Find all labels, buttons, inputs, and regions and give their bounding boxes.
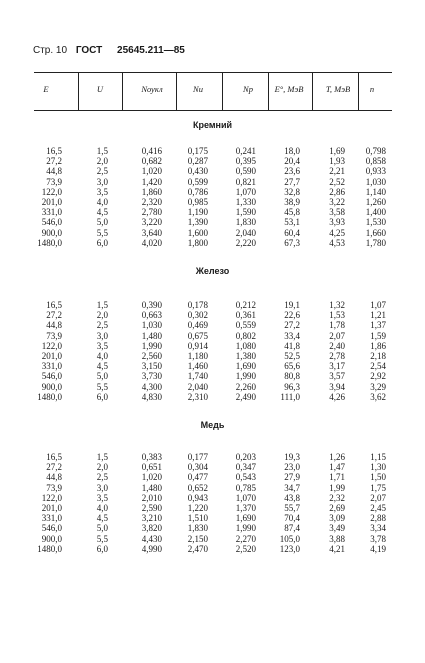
table-cell: 1,78 bbox=[329, 320, 345, 331]
table-cell: 4,830 bbox=[141, 391, 162, 402]
table-cell: 1480,0 bbox=[37, 543, 62, 554]
table-cell: 19,3 bbox=[284, 452, 300, 462]
table-cell: 0,802 bbox=[235, 330, 256, 341]
table-cell: 0,302 bbox=[187, 310, 208, 321]
table-cell: 20,4 bbox=[284, 156, 300, 167]
table-cell: 1,370 bbox=[235, 502, 256, 513]
table-cell: 1,030 bbox=[365, 176, 386, 187]
table-cell: 3,62 bbox=[370, 391, 386, 402]
table-cell: 0,985 bbox=[187, 196, 208, 207]
table-cell: 4,300 bbox=[141, 381, 162, 392]
table-cell: 0,943 bbox=[187, 492, 208, 503]
table-cell: 1,460 bbox=[187, 361, 208, 372]
table-cell: 1,47 bbox=[329, 462, 345, 473]
table-cell: 3,17 bbox=[329, 361, 345, 372]
column-divider bbox=[78, 72, 79, 110]
table-cell: 1,080 bbox=[235, 340, 256, 351]
table-cell: 0,543 bbox=[235, 472, 256, 483]
table-cell: 2,86 bbox=[329, 186, 345, 197]
table-cell: 0,785 bbox=[235, 482, 256, 493]
table-cell: 1,69 bbox=[329, 146, 345, 156]
table-cell: 0,241 bbox=[235, 146, 256, 156]
table-row bbox=[0, 361, 425, 371]
table-cell: 2,18 bbox=[370, 350, 386, 361]
table-cell: 5,0 bbox=[96, 523, 108, 534]
table-cell: 5,5 bbox=[96, 381, 108, 392]
table-cell: 3,640 bbox=[141, 227, 162, 238]
table-row bbox=[0, 331, 425, 341]
table-cell: 2,270 bbox=[235, 533, 256, 544]
table-cell: 3,5 bbox=[96, 340, 108, 351]
table-cell: 3,94 bbox=[329, 381, 345, 392]
table-header-rule bbox=[34, 110, 392, 111]
page-header bbox=[33, 45, 191, 56]
table-cell: 16,5 bbox=[46, 146, 62, 156]
table-row bbox=[0, 503, 425, 513]
table-cell: 2,0 bbox=[96, 310, 108, 321]
table-cell: 4,0 bbox=[96, 502, 108, 513]
table-cell: 4,990 bbox=[141, 543, 162, 554]
table-cell: 4,430 bbox=[141, 533, 162, 544]
table-cell: 1,220 bbox=[187, 502, 208, 513]
table-cell: 0,203 bbox=[235, 452, 256, 462]
table-cell: 70,4 bbox=[284, 513, 300, 524]
table-cell: 3,0 bbox=[96, 176, 108, 187]
table-cell: 2,040 bbox=[235, 227, 256, 238]
table-cell: 3,29 bbox=[370, 381, 386, 392]
table-cell: 53,1 bbox=[284, 217, 300, 228]
column-divider bbox=[312, 72, 313, 110]
table-cell: 4,25 bbox=[329, 227, 345, 238]
table-cell: 0,383 bbox=[141, 452, 162, 462]
table-cell: 1,600 bbox=[187, 227, 208, 238]
table-cell: 2,69 bbox=[329, 502, 345, 513]
table-cell: 32,8 bbox=[284, 186, 300, 197]
table-cell: 73,9 bbox=[46, 330, 62, 341]
table-cell: 2,470 bbox=[187, 543, 208, 554]
table-cell: 1,180 bbox=[187, 350, 208, 361]
table-cell: 331,0 bbox=[41, 207, 62, 218]
table-cell: 0,477 bbox=[187, 472, 208, 483]
table-cell: 0,599 bbox=[187, 176, 208, 187]
table-cell: 80,8 bbox=[284, 371, 300, 382]
table-cell: 1,660 bbox=[365, 227, 386, 238]
table-cell: 2,40 bbox=[329, 340, 345, 351]
column-header: E°, МэВ bbox=[274, 84, 304, 94]
table-cell: 87,4 bbox=[284, 523, 300, 534]
table-cell: 67,3 bbox=[284, 237, 300, 248]
table-row bbox=[0, 472, 425, 482]
table-cell: 1480,0 bbox=[37, 237, 62, 248]
column-header: U bbox=[96, 84, 104, 94]
table-cell: 1,860 bbox=[141, 186, 162, 197]
table-cell: 900,0 bbox=[41, 227, 62, 238]
table-cell: 22,6 bbox=[284, 310, 300, 321]
table-cell: 1,020 bbox=[141, 472, 162, 483]
column-divider bbox=[222, 72, 223, 110]
standard-number: 25645.211—85 bbox=[117, 45, 185, 56]
table-row bbox=[0, 166, 425, 176]
table-cell: 2,780 bbox=[141, 207, 162, 218]
table-cell: 2,78 bbox=[329, 350, 345, 361]
column-divider bbox=[268, 72, 269, 110]
table-cell: 19,1 bbox=[284, 300, 300, 310]
table-cell: 1,50 bbox=[370, 472, 386, 483]
table-cell: 65,6 bbox=[284, 361, 300, 372]
table-cell: 0,858 bbox=[365, 156, 386, 167]
table-cell: 1,86 bbox=[370, 340, 386, 351]
table-cell: 0,682 bbox=[141, 156, 162, 167]
table-cell: 6,0 bbox=[96, 237, 108, 248]
table-cell: 3,5 bbox=[96, 492, 108, 503]
table-cell: 4,21 bbox=[329, 543, 345, 554]
table-row bbox=[0, 462, 425, 472]
table-cell: 2,0 bbox=[96, 462, 108, 473]
table-cell: 0,663 bbox=[141, 310, 162, 321]
table-row bbox=[0, 544, 425, 554]
table-row bbox=[0, 156, 425, 166]
table-cell: 1,5 bbox=[96, 146, 108, 156]
table-cell: 6,0 bbox=[96, 391, 108, 402]
table-row bbox=[0, 177, 425, 187]
table-cell: 3,730 bbox=[141, 371, 162, 382]
table-cell: 0,675 bbox=[187, 330, 208, 341]
table-cell: 2,07 bbox=[329, 330, 345, 341]
table-cell: 1,59 bbox=[370, 330, 386, 341]
table-cell: 331,0 bbox=[41, 513, 62, 524]
table-cell: 5,0 bbox=[96, 217, 108, 228]
table-cell: 1,530 bbox=[365, 217, 386, 228]
table-cell: 38,9 bbox=[284, 196, 300, 207]
table-row bbox=[0, 351, 425, 361]
table-row bbox=[0, 320, 425, 330]
table-cell: 16,5 bbox=[46, 452, 62, 462]
table-cell: 1,690 bbox=[235, 361, 256, 372]
table-cell: 1,330 bbox=[235, 196, 256, 207]
section-title: Железо bbox=[195, 266, 230, 276]
table-cell: 0,652 bbox=[187, 482, 208, 493]
table-cell: 1,990 bbox=[235, 371, 256, 382]
table-cell: 16,5 bbox=[46, 300, 62, 310]
table-cell: 27,7 bbox=[284, 176, 300, 187]
table-row bbox=[0, 534, 425, 544]
table-cell: 111,0 bbox=[280, 391, 300, 402]
table-cell: 1,260 bbox=[365, 196, 386, 207]
table-cell: 44,8 bbox=[46, 166, 62, 177]
table-cell: 52,5 bbox=[284, 350, 300, 361]
table-cell: 1,93 bbox=[329, 156, 345, 167]
table-row bbox=[0, 310, 425, 320]
table-cell: 1,990 bbox=[235, 523, 256, 534]
table-cell: 2,45 bbox=[370, 502, 386, 513]
section-rows bbox=[0, 300, 425, 402]
table-row bbox=[0, 207, 425, 217]
table-cell: 5,5 bbox=[96, 227, 108, 238]
table-cell: 4,020 bbox=[141, 237, 162, 248]
table-top-rule bbox=[34, 72, 392, 73]
column-header: T, МэВ bbox=[325, 84, 351, 94]
table-cell: 1,37 bbox=[370, 320, 386, 331]
table-cell: 27,2 bbox=[46, 310, 62, 321]
table-cell: 3,0 bbox=[96, 482, 108, 493]
table-cell: 105,0 bbox=[279, 533, 300, 544]
table-row bbox=[0, 371, 425, 381]
table-cell: 2,320 bbox=[141, 196, 162, 207]
table-cell: 1,020 bbox=[141, 166, 162, 177]
table-cell: 73,9 bbox=[46, 176, 62, 187]
table-cell: 2,92 bbox=[370, 371, 386, 382]
table-row bbox=[0, 238, 425, 248]
table-cell: 1480,0 bbox=[37, 391, 62, 402]
table-cell: 3,820 bbox=[141, 523, 162, 534]
table-cell: 45,8 bbox=[284, 207, 300, 218]
table-cell: 900,0 bbox=[41, 381, 62, 392]
table-cell: 1,5 bbox=[96, 452, 108, 462]
table-cell: 546,0 bbox=[41, 217, 62, 228]
column-header: E bbox=[43, 84, 49, 94]
table-cell: 1,480 bbox=[141, 330, 162, 341]
column-divider bbox=[176, 72, 177, 110]
table-cell: 0,178 bbox=[187, 300, 208, 310]
table-cell: 1,070 bbox=[235, 186, 256, 197]
table-cell: 4,19 bbox=[370, 543, 386, 554]
table-cell: 0,390 bbox=[141, 300, 162, 310]
table-cell: 1,07 bbox=[370, 300, 386, 310]
column-header: Nоукл bbox=[141, 84, 163, 94]
column-header: n bbox=[369, 84, 375, 94]
table-cell: 201,0 bbox=[41, 502, 62, 513]
table-cell: 3,88 bbox=[329, 533, 345, 544]
table-row bbox=[0, 187, 425, 197]
table-cell: 1,990 bbox=[141, 340, 162, 351]
section-title: Медь bbox=[200, 420, 225, 430]
table-cell: 2,5 bbox=[96, 320, 108, 331]
table-row bbox=[0, 493, 425, 503]
table-cell: 0,212 bbox=[235, 300, 256, 310]
table-cell: 1,830 bbox=[235, 217, 256, 228]
table-cell: 331,0 bbox=[41, 361, 62, 372]
table-cell: 3,57 bbox=[329, 371, 345, 382]
table-cell: 4,53 bbox=[329, 237, 345, 248]
table-row bbox=[0, 452, 425, 462]
table-cell: 1,140 bbox=[365, 186, 386, 197]
table-cell: 1,99 bbox=[329, 482, 345, 493]
table-cell: 1,53 bbox=[329, 310, 345, 321]
table-cell: 1,070 bbox=[235, 492, 256, 503]
table-cell: 201,0 bbox=[41, 196, 62, 207]
table-cell: 122,0 bbox=[41, 492, 62, 503]
table-cell: 27,2 bbox=[46, 156, 62, 167]
table-cell: 5,5 bbox=[96, 533, 108, 544]
table-cell: 2,54 bbox=[370, 361, 386, 372]
table-cell: 5,0 bbox=[96, 371, 108, 382]
table-cell: 4,0 bbox=[96, 350, 108, 361]
table-cell: 1,380 bbox=[235, 350, 256, 361]
table-cell: 3,5 bbox=[96, 186, 108, 197]
table-cell: 2,590 bbox=[141, 502, 162, 513]
table-cell: 0,914 bbox=[187, 340, 208, 351]
table-cell: 4,26 bbox=[329, 391, 345, 402]
table-cell: 0,347 bbox=[235, 462, 256, 473]
table-cell: 3,78 bbox=[370, 533, 386, 544]
table-cell: 2,490 bbox=[235, 391, 256, 402]
table-cell: 27,2 bbox=[284, 320, 300, 331]
table-cell: 18,0 bbox=[284, 146, 300, 156]
table-cell: 3,93 bbox=[329, 217, 345, 228]
table-cell: 34,7 bbox=[284, 482, 300, 493]
section-rows bbox=[0, 452, 425, 554]
table-cell: 0,177 bbox=[187, 452, 208, 462]
table-cell: 0,287 bbox=[187, 156, 208, 167]
table-cell: 1,5 bbox=[96, 300, 108, 310]
table-row bbox=[0, 228, 425, 238]
table-cell: 2,040 bbox=[187, 381, 208, 392]
table-cell: 1,830 bbox=[187, 523, 208, 534]
table-cell: 2,150 bbox=[187, 533, 208, 544]
section-rows bbox=[0, 146, 425, 248]
table-cell: 1,780 bbox=[365, 237, 386, 248]
table-cell: 3,22 bbox=[329, 196, 345, 207]
table-cell: 546,0 bbox=[41, 371, 62, 382]
table-cell: 96,3 bbox=[284, 381, 300, 392]
table-cell: 2,0 bbox=[96, 156, 108, 167]
table-cell: 1,26 bbox=[329, 452, 345, 462]
table-cell: 0,395 bbox=[235, 156, 256, 167]
table-cell: 2,07 bbox=[370, 492, 386, 503]
table-cell: 3,09 bbox=[329, 513, 345, 524]
table-cell: 0,821 bbox=[235, 176, 256, 187]
table-cell: 1,32 bbox=[329, 300, 345, 310]
table-row bbox=[0, 217, 425, 227]
section-title: Кремний bbox=[192, 120, 233, 130]
table-row bbox=[0, 341, 425, 351]
table-cell: 43,8 bbox=[284, 492, 300, 503]
table-cell: 2,560 bbox=[141, 350, 162, 361]
table-cell: 60,4 bbox=[284, 227, 300, 238]
table-cell: 1,800 bbox=[187, 237, 208, 248]
table-cell: 0,304 bbox=[187, 462, 208, 473]
table-cell: 0,651 bbox=[141, 462, 162, 473]
table-cell: 55,7 bbox=[284, 502, 300, 513]
table-cell: 1,75 bbox=[370, 482, 386, 493]
table-cell: 6,0 bbox=[96, 543, 108, 554]
table-cell: 2,220 bbox=[235, 237, 256, 248]
table-row bbox=[0, 513, 425, 523]
standard-label: ГОСТ bbox=[75, 45, 103, 56]
table-cell: 33,4 bbox=[284, 330, 300, 341]
table-cell: 1,15 bbox=[370, 452, 386, 462]
table-cell: 27,9 bbox=[284, 472, 300, 483]
table-cell: 2,520 bbox=[235, 543, 256, 554]
table-cell: 1,21 bbox=[370, 310, 386, 321]
table-cell: 3,150 bbox=[141, 361, 162, 372]
column-header: Nи bbox=[193, 84, 203, 94]
table-cell: 1,420 bbox=[141, 176, 162, 187]
table-cell: 1,740 bbox=[187, 371, 208, 382]
table-row bbox=[0, 392, 425, 402]
table-cell: 0,469 bbox=[187, 320, 208, 331]
page-number: Стр. 10 bbox=[33, 45, 68, 56]
table-cell: 0,175 bbox=[187, 146, 208, 156]
table-row bbox=[0, 523, 425, 533]
table-cell: 2,310 bbox=[187, 391, 208, 402]
table-cell: 122,0 bbox=[41, 186, 62, 197]
table-cell: 0,786 bbox=[187, 186, 208, 197]
column-header: Np bbox=[243, 84, 253, 94]
table-cell: 0,933 bbox=[365, 166, 386, 177]
table-cell: 1,190 bbox=[187, 207, 208, 218]
table-row bbox=[0, 483, 425, 493]
table-row bbox=[0, 146, 425, 156]
table-cell: 2,5 bbox=[96, 166, 108, 177]
table-cell: 123,0 bbox=[279, 543, 300, 554]
table-cell: 0,559 bbox=[235, 320, 256, 331]
table-cell: 1,690 bbox=[235, 513, 256, 524]
table-cell: 0,430 bbox=[187, 166, 208, 177]
table-cell: 3,58 bbox=[329, 207, 345, 218]
table-cell: 201,0 bbox=[41, 350, 62, 361]
table-cell: 23,6 bbox=[284, 166, 300, 177]
table-cell: 2,32 bbox=[329, 492, 345, 503]
table-cell: 4,5 bbox=[96, 513, 108, 524]
table-cell: 2,52 bbox=[329, 176, 345, 187]
table-cell: 44,8 bbox=[46, 472, 62, 483]
table-cell: 4,5 bbox=[96, 361, 108, 372]
table-cell: 3,220 bbox=[141, 217, 162, 228]
table-cell: 2,88 bbox=[370, 513, 386, 524]
table-cell: 23,0 bbox=[284, 462, 300, 473]
table-cell: 3,34 bbox=[370, 523, 386, 534]
table-cell: 41,8 bbox=[284, 340, 300, 351]
table-row bbox=[0, 197, 425, 207]
table-cell: 0,361 bbox=[235, 310, 256, 321]
table-cell: 4,5 bbox=[96, 207, 108, 218]
table-cell: 2,010 bbox=[141, 492, 162, 503]
table-cell: 900,0 bbox=[41, 533, 62, 544]
table-cell: 1,390 bbox=[187, 217, 208, 228]
table-cell: 3,0 bbox=[96, 330, 108, 341]
table-cell: 0,416 bbox=[141, 146, 162, 156]
table-cell: 0,798 bbox=[365, 146, 386, 156]
table-cell: 4,0 bbox=[96, 196, 108, 207]
table-cell: 1,400 bbox=[365, 207, 386, 218]
table-cell: 44,8 bbox=[46, 320, 62, 331]
table-cell: 73,9 bbox=[46, 482, 62, 493]
table-cell: 1,590 bbox=[235, 207, 256, 218]
table-cell: 122,0 bbox=[41, 340, 62, 351]
table-cell: 2,260 bbox=[235, 381, 256, 392]
table-cell: 1,30 bbox=[370, 462, 386, 473]
table-cell: 2,5 bbox=[96, 472, 108, 483]
table-row bbox=[0, 382, 425, 392]
table-cell: 3,49 bbox=[329, 523, 345, 534]
table-cell: 1,510 bbox=[187, 513, 208, 524]
table-cell: 1,480 bbox=[141, 482, 162, 493]
column-divider bbox=[122, 72, 123, 110]
table-cell: 2,21 bbox=[329, 166, 345, 177]
table-cell: 3,210 bbox=[141, 513, 162, 524]
table-cell: 546,0 bbox=[41, 523, 62, 534]
table-cell: 1,030 bbox=[141, 320, 162, 331]
table-cell: 27,2 bbox=[46, 462, 62, 473]
table-cell: 1,71 bbox=[329, 472, 345, 483]
table-row bbox=[0, 300, 425, 310]
table-cell: 0,590 bbox=[235, 166, 256, 177]
